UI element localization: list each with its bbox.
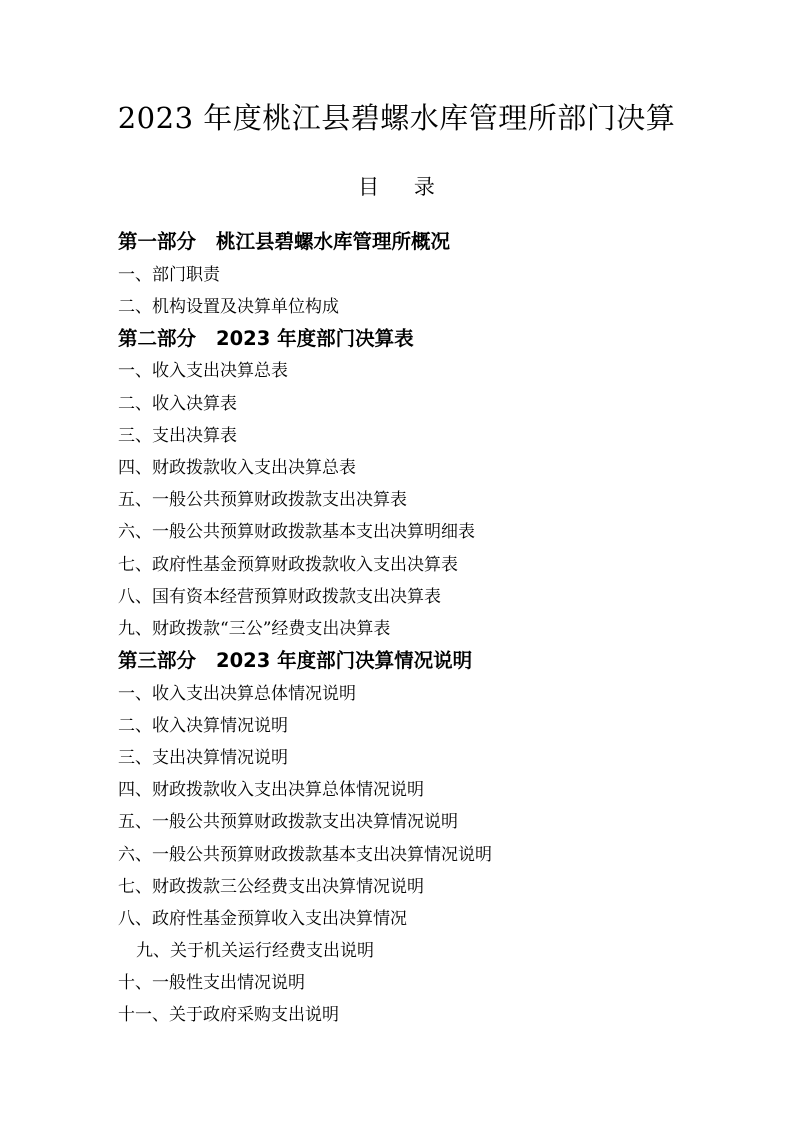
toc-item: 六、一般公共预算财政拨款基本支出决算情况说明 [118, 844, 492, 865]
toc-item: 四、财政拨款收入支出决算总表 [118, 457, 356, 478]
toc-item: 六、一般公共预算财政拨款基本支出决算明细表 [118, 522, 475, 543]
part-number: 第二部分 [118, 326, 197, 350]
toc-part-2 [118, 323, 758, 356]
part-title: 2023 年度部门决算表 [216, 326, 414, 350]
toc-heading: 目 录 [358, 175, 449, 199]
toc-item: 五、一般公共预算财政拨款支出决算情况说明 [118, 812, 458, 833]
toc-item: 五、一般公共预算财政拨款支出决算表 [118, 490, 407, 511]
toc-item: 九、财政拨款“三公”经费支出决算表 [118, 618, 391, 639]
toc-item: 七、政府性基金预算财政拨款收入支出决算表 [118, 554, 458, 575]
toc-item: 二、机构设置及决算单位构成 [118, 296, 339, 317]
toc-item: 八、政府性基金预算收入支出决算情况 [118, 908, 407, 929]
toc-item: 二、收入决算情况说明 [118, 715, 288, 736]
toc-item: 一、部门职责 [118, 264, 220, 285]
toc-item: 九、关于机关运行经费支出说明 [136, 941, 374, 962]
toc-item: 八、国有资本经营预算财政拨款支出决算表 [118, 586, 441, 607]
toc-item: 十、一般性支出情况说明 [118, 973, 305, 994]
toc-item: 七、财政拨款三公经费支出决算情况说明 [118, 876, 424, 897]
document-title: 2023 年度桃江县碧螺水库管理所部门决算 [117, 101, 676, 135]
toc-part-1 [118, 226, 758, 259]
table-of-contents [118, 226, 758, 1032]
part-number: 第三部分 [118, 649, 197, 673]
part-title: 2023 年度部门决算情况说明 [216, 649, 473, 673]
toc-item: 一、收入支出决算总表 [118, 361, 288, 382]
toc-item: 二、收入决算表 [118, 393, 237, 414]
toc-item: 十一、关于政府采购支出说明 [118, 1005, 339, 1026]
toc-item: 三、支出决算情况说明 [118, 747, 288, 768]
part-number: 第一部分 [118, 230, 197, 253]
toc-item: 三、支出决算表 [118, 425, 237, 446]
part-title: 桃江县碧螺水库管理所概况 [216, 230, 451, 253]
toc-item: 四、财政拨款收入支出决算总体情况说明 [118, 780, 424, 801]
toc-item: 一、收入支出决算总体情况说明 [118, 683, 356, 704]
toc-part-3 [118, 645, 758, 678]
